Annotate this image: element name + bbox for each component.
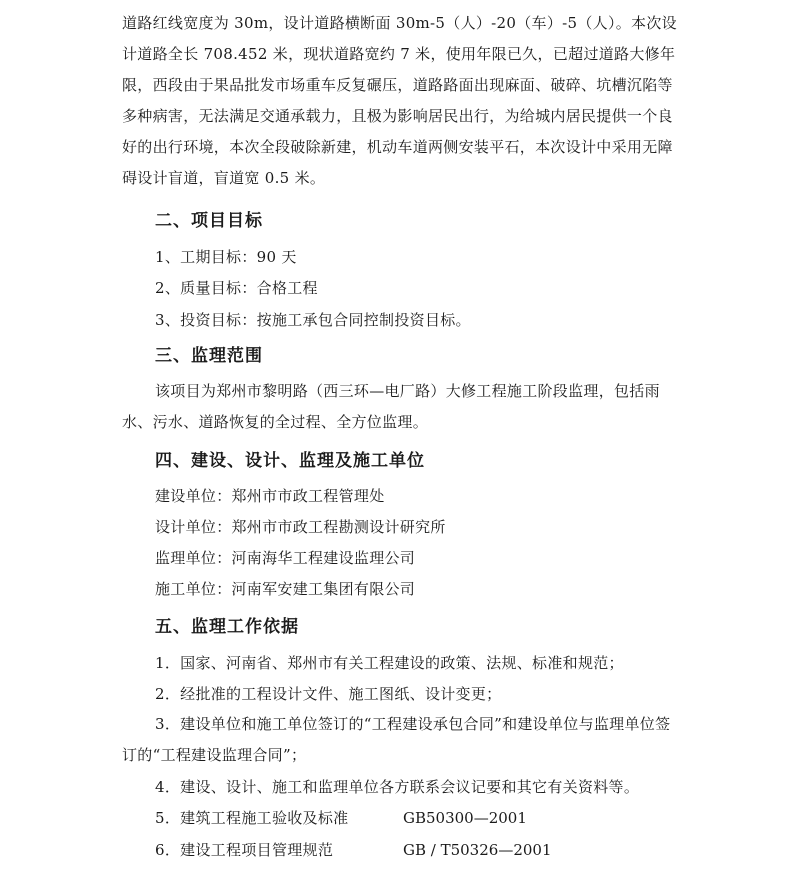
- intro-paragraph: 道路红线宽度为 30m，设计道路横断面 30m-5（人）-20（车）-5（人）。本次设计道路全长 708.452 米，现状道路宽约 7 米，使用年限已久，已超过道路大修年限，西段由于果品批发市场重车反复碾压，道路路面出现麻面、破碎、坑槽沉陷等多种病害，无法满足交通承载力，且极为影响居民出行，为给城内居民提供一个良好的出行环境，本次全段破除新建，机动车道两侧安装平石，本次设计中采用无障碍设计盲道，盲道宽 0.5 米。: [122, 14, 677, 187]
- standard-code-1: GB50300—2001: [403, 809, 527, 827]
- unit-item-supervisor: 监理单位：河南海华工程建设监理公司: [155, 549, 416, 567]
- section-heading-project-goals: 二、项目目标: [155, 211, 263, 231]
- section-heading-supervision-scope: 三、监理范围: [155, 346, 263, 366]
- unit-item-contractor: 施工单位：河南军安建工集团有限公司: [155, 580, 416, 598]
- section-heading-supervision-basis: 五、监理工作依据: [155, 617, 299, 637]
- goal-item-quality: 2、质量目标：合格工程: [155, 279, 318, 297]
- basis-item-2: 2．经批准的工程设计文件、施工图纸、设计变更；: [155, 685, 502, 703]
- unit-item-construction-owner: 建设单位：郑州市市政工程管理处: [155, 487, 385, 505]
- goal-item-investment: 3、投资目标：按施工承包合同控制投资目标。: [155, 311, 471, 329]
- basis-item-3: 3．建设单位和施工单位签订的“工程建设承包合同”和建设单位与监理单位签订的“工程建设监理合同”；: [122, 715, 671, 764]
- basis-item-1: 1．国家、河南省、郑州市有关工程建设的政策、法规、标准和规范；: [155, 654, 624, 672]
- supervision-scope-paragraph: 该项目为郑州市黎明路（西三环—电厂路）大修工程施工阶段监理，包括雨水、污水、道路恢复的全过程、全方位监理。: [122, 382, 660, 431]
- standard-label-2: 6．建设工程项目管理规范: [155, 841, 334, 859]
- standard-code-2: GB / T50326—2001: [403, 841, 552, 859]
- unit-item-designer: 设计单位：郑州市市政工程勘测设计研究所: [155, 518, 446, 536]
- standard-label-1: 5．建筑工程施工验收及标准: [155, 809, 349, 827]
- goal-item-schedule: 1、工期目标：90 天: [155, 248, 297, 266]
- section-heading-units: 四、建设、设计、监理及施工单位: [155, 451, 425, 471]
- basis-item-4: 4．建设、设计、施工和监理单位各方联系会议记要和其它有关资料等。: [155, 778, 640, 796]
